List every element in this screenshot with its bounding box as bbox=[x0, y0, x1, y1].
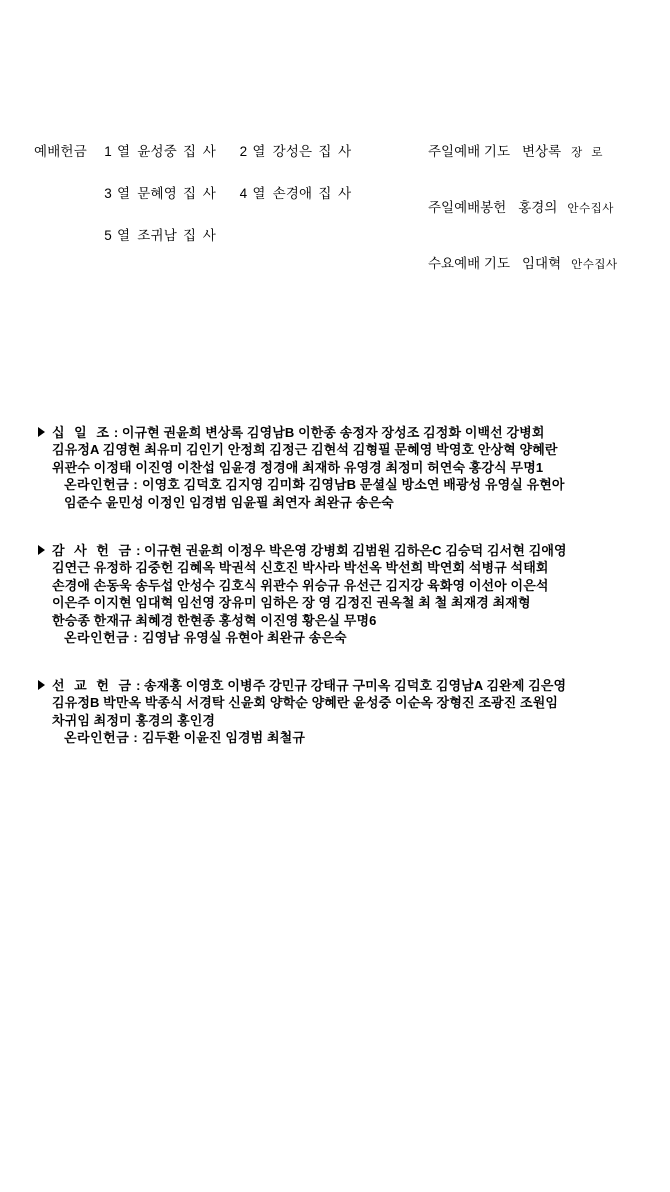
worship-offering-label: 예배헌금 bbox=[34, 144, 87, 159]
online-offering-line: 임준수 윤민성 이정인 임경범 임윤필 최연자 최완규 송은숙 bbox=[64, 495, 394, 510]
entry-number: 4 bbox=[239, 186, 248, 201]
section-title: 십 일 조 bbox=[52, 425, 112, 440]
section-mission bbox=[0, 677, 670, 747]
section-title: 선 교 헌 금 bbox=[52, 678, 135, 693]
prayer-duty-kind: 주일예배봉헌 bbox=[428, 200, 507, 215]
online-offering-names: 이영호 김덕호 김지영 김미화 김영남B 문셜실 방소연 배광성 유영실 유현아 bbox=[141, 477, 565, 492]
section-title: 감 사 헌 금 bbox=[52, 543, 135, 558]
entry-yeol-label: 열 bbox=[117, 144, 131, 159]
worship-offering-entry-2 bbox=[237, 140, 372, 160]
entry-title: 집 사 bbox=[182, 144, 218, 159]
worship-offering-row bbox=[34, 140, 394, 182]
entry-yeol-label: 열 bbox=[252, 144, 266, 159]
triangle-bullet-icon bbox=[38, 680, 45, 690]
section-first-line: 이규현 권윤희 이정우 박은영 강병회 김범원 김하은C 김승덕 김서현 김애영 bbox=[144, 543, 567, 558]
section-colon: : bbox=[136, 678, 145, 693]
section-line: 이은주 이지현 임대혁 임선영 장유미 임하은 장 영 김정진 권옥철 최 철 최재경 최재형 bbox=[52, 595, 531, 610]
section-colon: : bbox=[113, 425, 122, 440]
entry-number: 5 bbox=[104, 228, 112, 243]
prayer-duty-name: 변상록 bbox=[522, 144, 562, 159]
prayer-duty-rank: 안수집사 bbox=[571, 259, 618, 271]
worship-offering-entry-4 bbox=[237, 182, 372, 202]
prayer-duty-name: 홍경의 bbox=[518, 200, 558, 215]
entry-name: 윤성중 bbox=[137, 144, 177, 159]
online-offering-label: 온라인헌금 : bbox=[64, 730, 139, 745]
section-heading bbox=[36, 677, 642, 694]
section-first-line: 이규현 권윤희 변상록 김영남B 이한종 송정자 장성조 김정화 이백선 강병회 bbox=[121, 425, 545, 440]
section-line: 손경애 손동욱 송두섭 안성수 김호식 위관수 위승규 유선근 김지강 육화영 이선아 이은석 bbox=[52, 577, 549, 593]
section-colon: : bbox=[136, 543, 145, 558]
worship-offering-entry-1 bbox=[102, 140, 237, 160]
prayer-duty-name: 임대혁 bbox=[522, 256, 562, 271]
online-offering-names: 김영남 유영실 유현아 최완규 송은숙 bbox=[141, 630, 347, 645]
online-offering-line bbox=[36, 476, 642, 494]
prayer-duty-kind: 주일예배 기도 bbox=[428, 144, 510, 159]
entry-title: 집 사 bbox=[318, 186, 353, 201]
section-first-line: 송재홍 이영호 이병주 강민규 강태규 구미옥 김덕호 김영남A 김완제 김은영 bbox=[144, 678, 567, 693]
online-offering-label: 온라인헌금 : bbox=[64, 630, 139, 645]
section-line: 김유정B 박만옥 박종식 서경탁 신윤회 양학순 양혜란 윤성중 이순옥 장형진 조광진 조원임 bbox=[52, 695, 559, 710]
prayer-duty-row bbox=[428, 140, 658, 196]
online-offering-line bbox=[36, 729, 642, 747]
online-offering-line bbox=[36, 629, 642, 647]
worship-offering-group bbox=[34, 140, 394, 266]
online-offering-names: 김두환 이윤진 임경범 최철규 bbox=[141, 730, 305, 745]
entry-yeol-label: 열 bbox=[252, 186, 266, 201]
section-tithe bbox=[0, 424, 670, 512]
worship-offering-entry-3 bbox=[102, 182, 237, 202]
worship-offering-entry-5 bbox=[102, 224, 237, 244]
triangle-bullet-icon bbox=[38, 545, 45, 555]
section-thanksgiving bbox=[0, 542, 670, 647]
entry-number: 2 bbox=[239, 144, 248, 159]
worship-offering-row bbox=[34, 224, 394, 266]
entry-number: 3 bbox=[104, 186, 112, 201]
offering-sections bbox=[0, 424, 670, 777]
section-line: 한승종 한재규 최혜경 한현종 홍성혁 이진영 황은실 무명6 bbox=[52, 612, 377, 628]
entry-yeol-label: 열 bbox=[117, 186, 131, 201]
prayer-duty-rank: 장 로 bbox=[571, 147, 606, 159]
entry-name: 강성은 bbox=[272, 144, 313, 159]
entry-title: 집 사 bbox=[318, 144, 353, 159]
entry-yeol-label: 열 bbox=[117, 228, 131, 243]
entry-title: 집 사 bbox=[182, 228, 218, 243]
section-line: 김연근 유정하 김중헌 김혜옥 박권석 신호진 박사라 박선옥 박선희 박연회 석병규 석태회 bbox=[52, 560, 549, 575]
entry-title: 집 사 bbox=[182, 186, 218, 201]
entry-number: 1 bbox=[104, 144, 112, 159]
worship-offering-row bbox=[34, 182, 394, 224]
prayer-duty-kind: 수요예배 기도 bbox=[428, 256, 510, 271]
prayer-duty-row bbox=[428, 252, 658, 308]
section-heading bbox=[36, 424, 642, 441]
triangle-bullet-icon bbox=[38, 427, 45, 437]
prayer-duty-group bbox=[428, 140, 658, 308]
online-offering-label: 온라인헌금 : bbox=[64, 477, 139, 492]
section-line: 위관수 이정태 이진영 이찬섭 임윤경 정경애 최재하 유영경 최정미 허연숙 홍강식 무명1 bbox=[52, 459, 544, 475]
prayer-duty-rank: 안수집사 bbox=[567, 203, 614, 215]
entry-name: 문혜영 bbox=[137, 186, 177, 201]
top-offering-block bbox=[0, 140, 670, 300]
entry-name: 손경애 bbox=[272, 186, 313, 201]
section-line: 차귀임 최정미 홍경의 홍인경 bbox=[52, 712, 216, 728]
prayer-duty-row bbox=[428, 196, 658, 252]
section-line: 김유정A 김영현 최유미 김인기 안정희 김정근 김현석 김형필 문혜영 박영호 안상혁 양혜란 bbox=[52, 442, 558, 457]
section-heading bbox=[36, 542, 642, 559]
entry-name: 조귀남 bbox=[137, 228, 177, 243]
